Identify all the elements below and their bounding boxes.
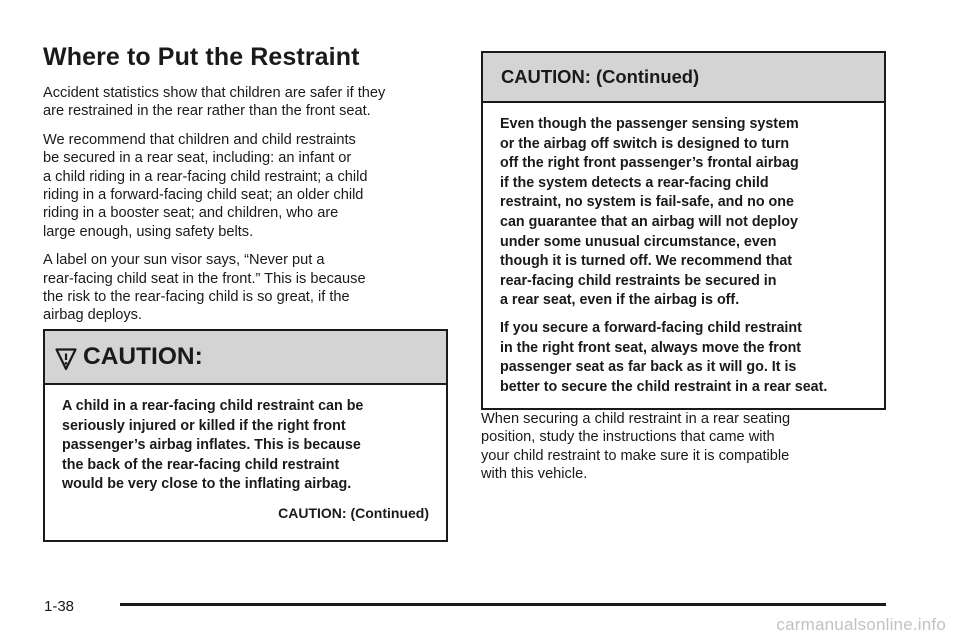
- caution-continued-body: [483, 103, 884, 397]
- paragraph-sun-visor: A label on your sun visor says, “Never put a rear-facing child seat in the front.” This is because the risk to the rear-facing child is so great, if the airbag deploys.: [43, 252, 366, 324]
- caution-continued-label: CAUTION: (Continued): [278, 504, 429, 521]
- right-column: [481, 51, 886, 494]
- caution-body: A child in a rear-facing child restraint can be seriously injured or killed if the right front passenger’s airbag inflates. This is because the back of the rear-facing child restraint would be very close to the inflating airbag. CAUTION: (Continued): [45, 385, 446, 524]
- paragraph-statistics: Accident statistics show that children are safer if they are restrained in the rear rather than the front seat.: [43, 85, 386, 120]
- left-column: [43, 42, 448, 521]
- watermark: carmanualsonline.info: [776, 615, 946, 634]
- caution-continued-heading: CAUTION: (Continued): [501, 66, 700, 87]
- caution-box: [43, 329, 448, 542]
- footer-rule: [120, 603, 886, 606]
- caution-header: [45, 331, 446, 385]
- caution-paragraph-sensing-system: Even though the passenger sensing system or the airbag off switch is designed to turn off the right front passenger’s frontal airbag if the system detects a rear-facing child restraint, no system is fail-safe, and no one can guarantee that an airbag will not deploy under some unusual circumstance, even though it is turned off. We recommend that rear-facing child restraints be secured in a rear seat, even if the airbag is off.: [500, 116, 799, 309]
- paragraph-recommendation: We recommend that children and child restraints be secured in a rear seat, including: an infant or a child riding in a rear-facing child restraint; a child riding in a forward-facing child seat; an older child riding in a booster seat; and children, who are large enough, using safety belts.: [43, 131, 368, 240]
- page-number: 1-38: [44, 598, 75, 615]
- caution-heading: CAUTION:: [83, 343, 203, 370]
- warning-triangle-icon: [55, 347, 77, 371]
- paragraph-securing-instructions: When securing a child restraint in a rear seating position, study the instructions that came with your child restraint to make sure it is compatible with this vehicle.: [481, 411, 791, 483]
- section-title: Where to Put the Restraint: [43, 43, 360, 71]
- caution-continued-header: [483, 53, 884, 103]
- caution-continued-box: [481, 51, 886, 410]
- caution-paragraph-forward-facing: If you secure a forward-facing child restraint in the right front seat, always move the front passenger seat as far back as it will go. It is better to secure the child restraint in a rear seat.: [500, 319, 828, 395]
